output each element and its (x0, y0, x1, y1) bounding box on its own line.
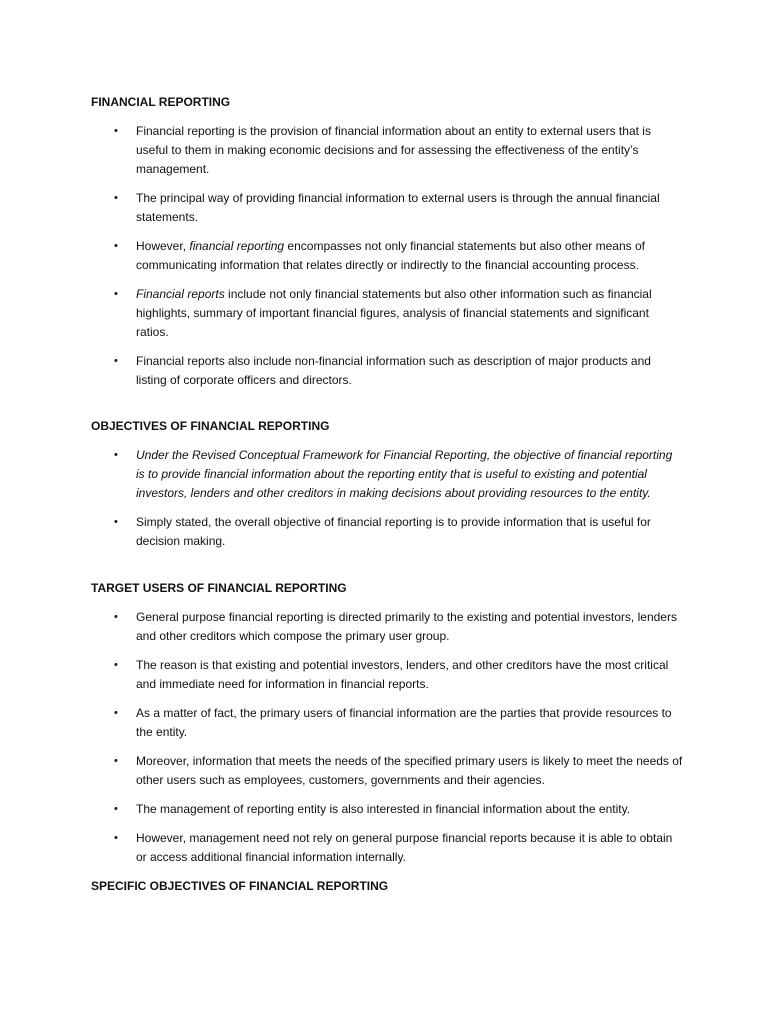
list-item-text: The principal way of providing financial information to external users is through the annual financial statements. (136, 191, 660, 224)
bullet-list-financial-reporting (0, 122, 768, 390)
bullet-marker: • (114, 707, 118, 719)
list-item-text: The reason is that existing and potential investors, lenders, and other creditors have the most critical and immediate need for information in financial reports. (136, 658, 669, 691)
list-item-text-rest: encompasses not only financial statements but also other means of communicating information that relates directly or indirectly to the financial accounting process. (136, 239, 645, 272)
section-heading-target-users: TARGET USERS OF FINANCIAL REPORTING (91, 581, 347, 595)
section-heading-financial-reporting: FINANCIAL REPORTING (91, 95, 231, 109)
list-item-text: However, management need not rely on general purpose financial reports because it is able to obtain or access additional financial information internally. (136, 831, 673, 864)
list-item-text: The management of reporting entity is also interested in financial information about the entity. (136, 802, 631, 816)
list-item (0, 513, 768, 551)
bullet-marker: • (114, 611, 118, 623)
section-heading-specific-objectives: SPECIFIC OBJECTIVES OF FINANCIAL REPORTING (91, 879, 389, 893)
list-item-text: Financial reports also include non-financial information such as description of major products and listing of corporate officers and directors. (136, 354, 651, 387)
bullet-marker: • (114, 449, 118, 461)
list-item-text (136, 237, 684, 275)
list-item (0, 352, 768, 390)
list-item (0, 189, 768, 227)
bullet-marker: • (114, 516, 118, 528)
bullet-marker: • (114, 288, 118, 300)
list-item-text (136, 285, 684, 342)
section-heading-objectives: OBJECTIVES OF FINANCIAL REPORTING (91, 419, 330, 433)
bullet-marker: • (114, 832, 118, 844)
emphasized-term: financial reporting (189, 239, 285, 253)
bullet-marker: • (114, 192, 118, 204)
list-item (0, 656, 768, 694)
list-item-text: Simply stated, the overall objective of financial reporting is to provide information that is useful for decision making. (136, 515, 651, 548)
list-item (0, 237, 768, 275)
list-item-text: As a matter of fact, the primary users of financial information are the parties that provide resources to the entity. (136, 706, 672, 739)
bullet-marker: • (114, 659, 118, 671)
list-item (0, 608, 768, 646)
list-item-text-lead: However, (136, 239, 190, 253)
bullet-marker: • (114, 355, 118, 367)
bullet-list-target-users (0, 608, 768, 867)
list-item (0, 800, 768, 819)
list-item-text-rest: include not only financial statements but also other information such as financial highlights, summary of important financial figures, analysis of financial statements and significant ratios. (136, 287, 652, 339)
bullet-list-objectives (0, 446, 768, 551)
bullet-marker: • (114, 125, 118, 137)
list-item (0, 752, 768, 790)
bullet-marker: • (114, 803, 118, 815)
list-item-text: Moreover, information that meets the needs of the specified primary users is likely to meet the needs of other users such as employees, customers, governments and their agencies. (136, 754, 683, 787)
list-item (0, 122, 768, 179)
list-item-text: General purpose financial reporting is directed primarily to the existing and potential investors, lenders and other creditors which compose the primary user group. (136, 610, 677, 643)
list-item (0, 704, 768, 742)
bullet-marker: • (114, 240, 118, 252)
list-item (0, 285, 768, 342)
list-item-text: Financial reporting is the provision of financial information about an entity to external users that is useful to them in making economic decisions and for assessing the effectiveness of the entity’s management. (136, 124, 651, 176)
emphasized-term: Financial reports (136, 287, 225, 301)
bullet-marker: • (114, 755, 118, 767)
list-item-text: Under the Revised Conceptual Framework for Financial Reporting, the objective of financial reporting is to provide financial information about the reporting entity that is useful to existing and potential investors, lenders and other creditors in making decisions about providing resources to the entity. (136, 448, 673, 500)
list-item (0, 829, 768, 867)
list-item (0, 446, 768, 503)
